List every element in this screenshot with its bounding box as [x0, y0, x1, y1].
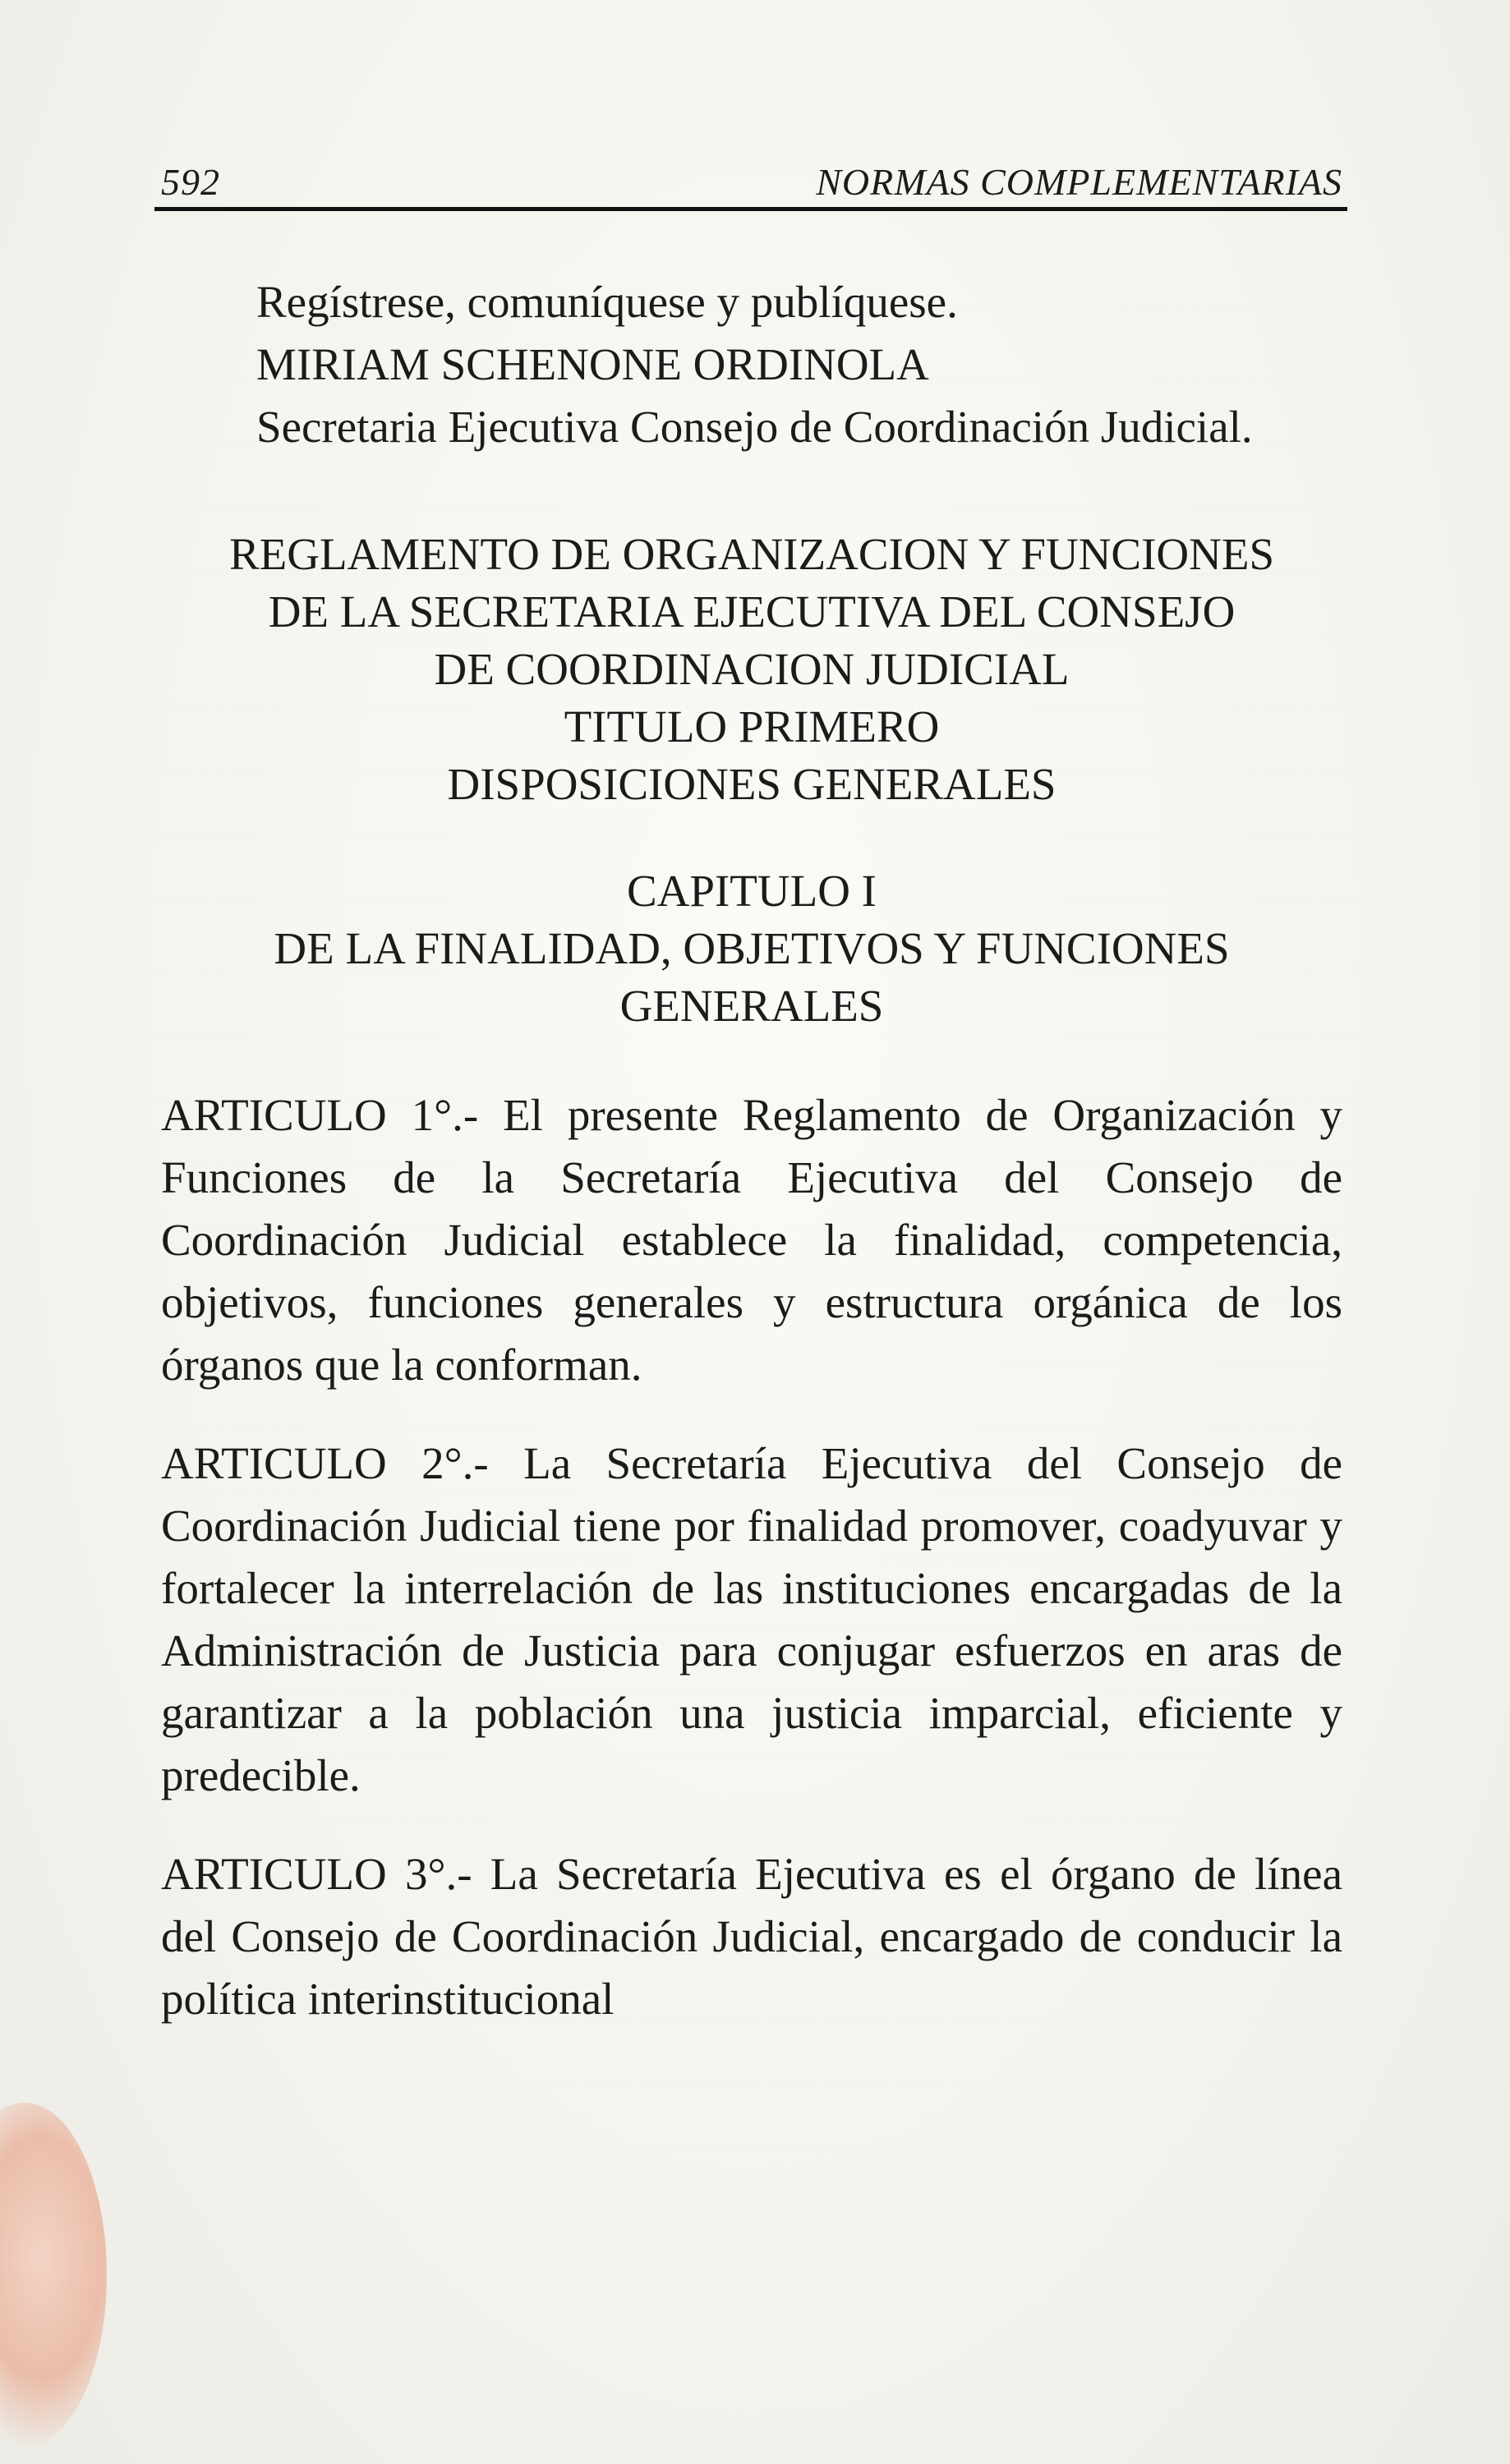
regulation-title-line-2: DE LA SECRETARIA EJECUTIVA DEL CONSEJO — [268, 586, 1236, 637]
header-rule — [154, 207, 1347, 211]
running-head: NORMAS COMPLEMENTARIAS — [816, 161, 1342, 203]
page-number: 592 — [161, 161, 220, 203]
article-3-text: La Secretaría Ejecutiva es el órgano de línea del Consejo de Coordinación Judicial, encargado de conducir la política interinstitucional — [161, 1849, 1343, 2024]
closing-formula: Regístrese, comuníquese y publíquese. — [256, 277, 958, 327]
capitulo-title-line-2: GENERALES — [619, 981, 884, 1031]
article-2-text: La Secretaría Ejecutiva del Consejo de Coordinación Judicial tiene por finalidad promover, coadyuvar y fortalecer la interrelación de las instituciones encargadas de la Administración de Justicia para conjugar esfuerzos en aras de garantizar a la población una justicia imparcial, eficiente y predecible. — [161, 1438, 1343, 1800]
capitulo-label: CAPITULO I — [626, 866, 877, 916]
article-1-text: El presente Reglamento de Organización y Funciones de la Secretaría Ejecutiva del Consejo de Coordinación Judicial establece la finalidad, competencia, objetivos, funciones generales y estructura orgánica de los órganos que la conforman. — [161, 1090, 1342, 1390]
titulo-label: TITULO PRIMERO — [564, 701, 940, 752]
article-3 — [161, 1843, 1342, 2030]
titulo-name: DISPOSICIONES GENERALES — [447, 759, 1057, 809]
signer-name: MIRIAM SCHENONE ORDINOLA — [256, 339, 929, 389]
article-3-label: ARTICULO 3°.- — [161, 1849, 472, 1899]
article-1-label: ARTICULO 1°.- — [161, 1090, 479, 1140]
article-1 — [161, 1084, 1342, 1396]
page-header — [161, 160, 1342, 209]
regulation-title-line-1: REGLAMENTO DE ORGANIZACION Y FUNCIONES — [228, 529, 1275, 579]
signer-role: Secretaria Ejecutiva Consejo de Coordinación Judicial. — [256, 402, 1253, 452]
page-body — [161, 271, 1342, 2030]
regulation-title-line-3: DE COORDINACION JUDICIAL — [434, 644, 1070, 694]
paper-stain — [0, 2103, 107, 2448]
article-2 — [161, 1432, 1342, 1807]
article-2-label: ARTICULO 2°.- — [161, 1438, 489, 1488]
capitulo-title-line-1: DE LA FINALIDAD, OBJETIVOS Y FUNCIONES — [274, 923, 1230, 973]
